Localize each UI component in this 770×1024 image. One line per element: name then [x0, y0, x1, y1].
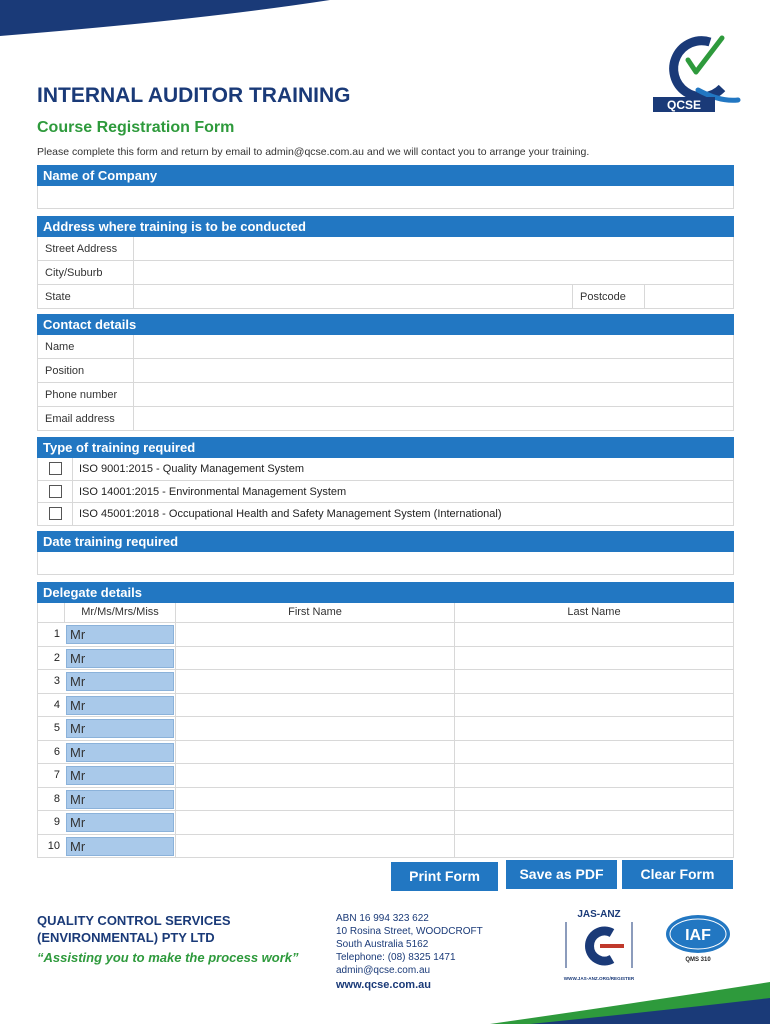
position-field[interactable] [134, 359, 733, 382]
delegate-first-name-field[interactable] [176, 764, 455, 787]
company-name [37, 912, 231, 946]
title-column-header: Mr/Ms/Mrs/Miss [65, 603, 176, 622]
delegate-first-name-field[interactable] [176, 717, 455, 740]
delegate-row [37, 741, 734, 765]
qcse-logo [650, 30, 745, 115]
delegate-table-header [37, 603, 734, 623]
clear-form-button[interactable]: Clear Form [622, 860, 733, 889]
date-heading: Date training required [37, 531, 734, 552]
address-section [37, 216, 734, 309]
delegate-row-number: 5 [53, 722, 60, 734]
company-line-2: (ENVIRONMENTAL) PTY LTD [37, 930, 215, 945]
email-text: admin@qcse.com.au [336, 965, 431, 976]
delegate-row [37, 717, 734, 741]
delegate-title-select[interactable]: Mr [66, 649, 174, 668]
save-pdf-button[interactable]: Save as PDF [506, 860, 617, 889]
delegate-row [37, 647, 734, 671]
delegate-row [37, 670, 734, 694]
iso45001-label: ISO 45001:2018 - Occupational Health and Safety Management System (International) [79, 508, 502, 520]
street-address-field[interactable] [134, 237, 733, 260]
training-option-row [37, 481, 734, 504]
phone-label: Phone number [38, 383, 134, 406]
phone-field[interactable] [134, 383, 733, 406]
delegate-last-name-field[interactable] [455, 717, 733, 740]
state-label: State [38, 285, 134, 308]
footer-swoosh [470, 964, 770, 1024]
delegate-last-name-field[interactable] [455, 694, 733, 717]
delegate-last-name-field[interactable] [455, 741, 733, 764]
telephone-text: Telephone: (08) 8325 1471 [336, 952, 456, 963]
iso14001-checkbox[interactable] [49, 485, 62, 498]
delegate-title-select[interactable]: Mr [66, 790, 174, 809]
delegate-last-name-field[interactable] [455, 623, 733, 646]
delegate-row [37, 623, 734, 647]
delegate-row [37, 764, 734, 788]
delegate-first-name-field[interactable] [176, 741, 455, 764]
address-line-2: South Australia 5162 [336, 939, 429, 950]
delegate-last-name-field[interactable] [455, 811, 733, 834]
delegate-last-name-field[interactable] [455, 647, 733, 670]
svg-text:WWW.JAS-ANZ.ORG/REGISTER: WWW.JAS-ANZ.ORG/REGISTER [563, 976, 635, 981]
delegate-row-number: 9 [53, 816, 60, 828]
delegate-first-name-field[interactable] [176, 623, 455, 646]
company-heading: Name of Company [37, 165, 734, 186]
delegate-first-name-field[interactable] [176, 788, 455, 811]
city-label: City/Suburb [38, 261, 134, 284]
contact-name-field[interactable] [134, 335, 733, 358]
delegate-row-number: 6 [53, 745, 60, 758]
delegate-title-select[interactable]: Mr [66, 719, 174, 738]
iso9001-checkbox[interactable] [49, 462, 62, 475]
delegate-last-name-field[interactable] [455, 764, 733, 787]
delegate-heading: Delegate details [37, 582, 734, 603]
website-link[interactable]: www.qcse.com.au [336, 979, 431, 991]
page-subtitle: Course Registration Form [37, 119, 235, 136]
delegate-title-select[interactable]: Mr [66, 766, 174, 785]
delegate-last-name-field[interactable] [455, 670, 733, 693]
delegate-row-number: 8 [53, 792, 60, 805]
delegate-title-select[interactable]: Mr [66, 672, 174, 691]
date-section [37, 531, 734, 575]
delegate-first-name-field[interactable] [176, 647, 455, 670]
name-label: Name [38, 335, 134, 358]
delegate-first-name-field[interactable] [176, 811, 455, 834]
delegate-row-number: 1 [53, 628, 60, 640]
delegate-first-name-field[interactable] [176, 835, 455, 858]
abn-text: ABN 16 994 323 622 [336, 913, 429, 924]
address-line-1: 10 Rosina Street, WOODCROFT [336, 926, 483, 937]
contact-block [336, 912, 483, 992]
training-heading: Type of training required [37, 437, 734, 458]
delegate-title-select[interactable]: Mr [66, 837, 174, 856]
delegate-title-select[interactable]: Mr [66, 813, 174, 832]
city-field[interactable] [134, 261, 733, 284]
training-date-field[interactable] [37, 552, 734, 575]
training-section [37, 437, 734, 526]
iso14001-label: ISO 14001:2015 - Environmental Management System [79, 485, 347, 498]
state-field[interactable] [134, 285, 573, 308]
delegate-row [37, 788, 734, 812]
delegate-last-name-field[interactable] [455, 788, 733, 811]
delegate-section [37, 582, 734, 858]
postcode-label: Postcode [573, 285, 645, 308]
iso9001-label: ISO 9001:2015 - Quality Management System [79, 463, 305, 475]
company-line-1: QUALITY CONTROL SERVICES [37, 913, 231, 928]
contact-section [37, 314, 734, 431]
delegate-title-select[interactable]: Mr [66, 696, 174, 715]
delegate-title-select[interactable]: Mr [66, 743, 174, 762]
street-label: Street Address [38, 237, 134, 260]
address-heading: Address where training is to be conducted [37, 216, 734, 237]
postcode-field[interactable] [645, 285, 733, 308]
training-option-row [37, 458, 734, 481]
training-option-row [37, 503, 734, 526]
delegate-title-select[interactable]: Mr [66, 625, 174, 644]
svg-text:JAS-ANZ: JAS-ANZ [577, 909, 621, 920]
company-section [37, 165, 734, 209]
delegate-last-name-field[interactable] [455, 835, 733, 858]
email-field[interactable] [134, 407, 733, 430]
delegate-row [37, 835, 734, 859]
delegate-row-number: 7 [53, 769, 60, 781]
delegate-row-number: 3 [53, 675, 60, 687]
header-swoosh [0, 0, 330, 40]
print-form-button[interactable]: Print Form [391, 862, 498, 891]
page-title: INTERNAL AUDITOR TRAINING [37, 84, 351, 107]
last-name-column-header: Last Name [567, 606, 621, 618]
form-instructions: Please complete this form and return by email to admin@qcse.com.au and we will contact you to arrange your training. [37, 146, 590, 158]
delegate-row [37, 694, 734, 718]
iaf-logo [663, 912, 733, 964]
delegate-row [37, 811, 734, 835]
contact-heading: Contact details [37, 314, 734, 335]
delegate-row-number: 2 [53, 651, 60, 664]
company-tagline: “Assisting you to make the process work” [37, 950, 299, 965]
company-name-field[interactable] [37, 186, 734, 209]
first-name-column-header: First Name [176, 603, 455, 622]
position-label: Position [38, 359, 134, 382]
iso45001-checkbox[interactable] [49, 507, 62, 520]
email-label: Email address [38, 407, 134, 430]
delegate-row-number: 10 [47, 839, 60, 852]
svg-text:IAF: IAF [685, 927, 711, 944]
delegate-row-number: 4 [53, 698, 60, 711]
svg-text:QCSE: QCSE [666, 98, 702, 112]
svg-text:QMS 310: QMS 310 [685, 957, 711, 963]
delegate-first-name-field[interactable] [176, 670, 455, 693]
delegate-first-name-field[interactable] [176, 694, 455, 717]
